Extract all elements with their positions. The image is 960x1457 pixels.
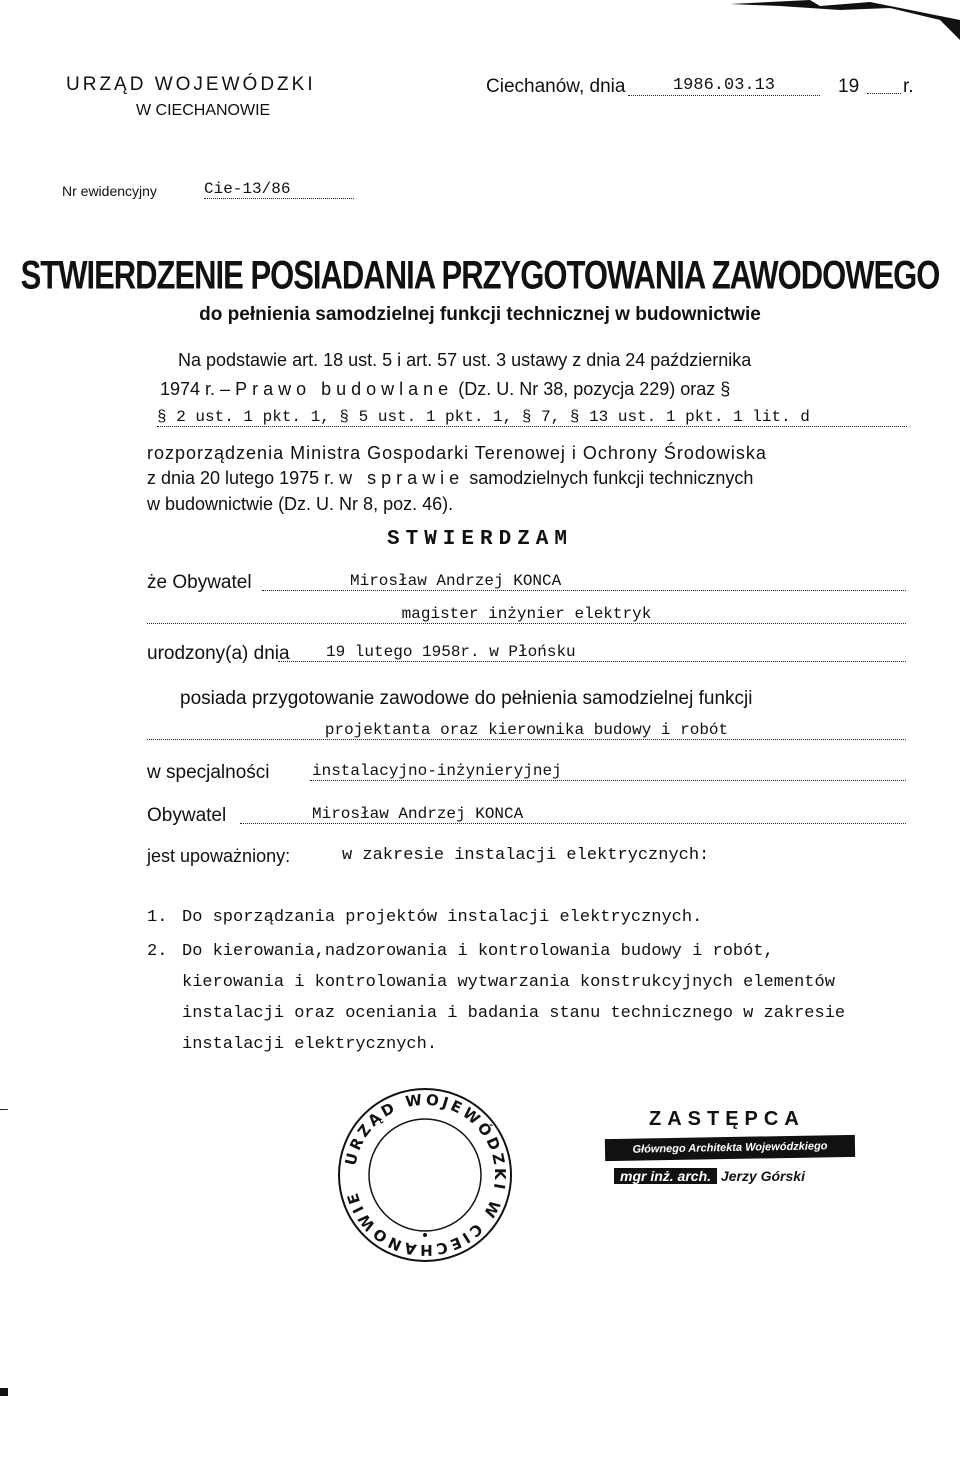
function-field: projektanta oraz kierownika budowy i robót [147, 721, 906, 740]
citizen-name: Mirosław Andrzej KONCA [350, 572, 562, 590]
office-location: W CIECHANOWIE [136, 102, 271, 119]
specialty-field [310, 762, 906, 781]
official-seal [335, 1085, 515, 1265]
birth-label: urodzony(a) dnia [147, 643, 290, 664]
basis-line-5: w budownictwie (Dz. U. Nr 8, poz. 46). [147, 494, 454, 514]
regulation-subject-label: w sprawie [339, 468, 465, 488]
item-text: Do sporządzania projektów instalacji elektrycznych. [182, 908, 703, 927]
basis-journal: (Dz. U. Nr 38, pozycja 229) oraz § [458, 379, 731, 399]
basis-line-3: rozporządzenia Ministra Gospodarki Terenowej i Ochrony Środowiska [147, 443, 767, 463]
declaration-heading: STWIERDZAM [386, 528, 574, 551]
degree-field: magister inżynier elektryk [147, 605, 906, 624]
citizen2-name: Mirosław Andrzej KONCA [312, 805, 524, 823]
office-name: URZĄD WOJEWÓDZKI [66, 74, 316, 95]
basis-act-name: Prawo budowlane [235, 379, 454, 399]
signature-name-line [614, 1168, 854, 1190]
svg-text:URZĄD WOJEWÓDZKI W CIECHANOWIE: URZĄD WOJEWÓDZKI W CIECHANOWIE [341, 1090, 510, 1260]
signature-name: Jerzy Górski [720, 1168, 805, 1184]
year-dots [867, 93, 901, 94]
authorized-label: jest upoważniony: [147, 846, 291, 866]
citizen-label: że Obywatel [147, 572, 252, 593]
scan-artifact [610, 0, 960, 40]
specialty-label: w specjalności [147, 762, 270, 783]
basis-year: 1974 r. – [160, 379, 231, 399]
citizen2-label: Obywatel [147, 805, 227, 826]
regulation-subject: samodzielnych funkcji technicznych [469, 468, 754, 488]
list-item [147, 902, 907, 933]
citizen-name-field [262, 572, 906, 591]
regulation-date: z dnia 20 lutego 1975 r. [147, 468, 335, 488]
qualification-intro: posiada przygotowanie zawodowe do pełnienia samodzielnej funkcji [180, 688, 753, 709]
basis-line-1: Na podstawie art. 18 ust. 5 i art. 57 ust. 3 ustawy z dnia 24 października [178, 350, 752, 370]
place-date-label: Ciechanów, dnia [486, 76, 626, 97]
year-label: 19 [838, 76, 860, 97]
basis-line-2 [160, 379, 730, 400]
birth-field [278, 643, 906, 662]
item-number: 2. [147, 942, 168, 961]
paragraphs-field: § 2 ust. 1 pkt. 1, § 5 ust. 1 pkt. 1, § 7, § 13 ust. 1 pkt. 1 lit. d [157, 408, 907, 427]
list-item [147, 936, 907, 1060]
margin-dot [0, 1388, 8, 1396]
signature-position: Głównego Architekta Wojewódzkiego [605, 1135, 855, 1161]
item-number: 1. [147, 908, 168, 927]
specialty-value: instalacyjno-inżynieryjnej [312, 762, 562, 780]
citizen2-name-field [240, 805, 906, 824]
registry-number: Cie-13/86 [204, 180, 354, 199]
birth-value: 19 lutego 1958r. w Płońsku [326, 643, 576, 661]
document-title: STWIERDZENIE POSIADANIA PRZYGOTOWANIA ZAWODOWEGO [20, 252, 940, 298]
issue-date: 1986.03.13 [628, 76, 820, 96]
registry-label: Nr ewidencyjny [62, 183, 157, 199]
margin-mark: – [0, 1100, 8, 1116]
signature-title: ZASTĘPCA [649, 1108, 805, 1130]
signature-degree: mgr inż. arch. [614, 1168, 717, 1184]
basis-line-4 [147, 468, 753, 489]
year-suffix: r. [903, 76, 914, 97]
authorized-scope: w zakresie instalacji elektrycznych: [342, 846, 710, 865]
item-text: Do kierowania,nadzorowania i kontrolowania budowy i robót, kierowania i kontrolowania wytwarzania konstrukcyjnych elementów instalacji oraz oceniania i badania stanu technicznego w zakresie instalacji elektrycznych. [182, 942, 846, 1054]
document-subtitle: do pełnienia samodzielnej funkcji technicznej w budownictwie [199, 304, 761, 325]
